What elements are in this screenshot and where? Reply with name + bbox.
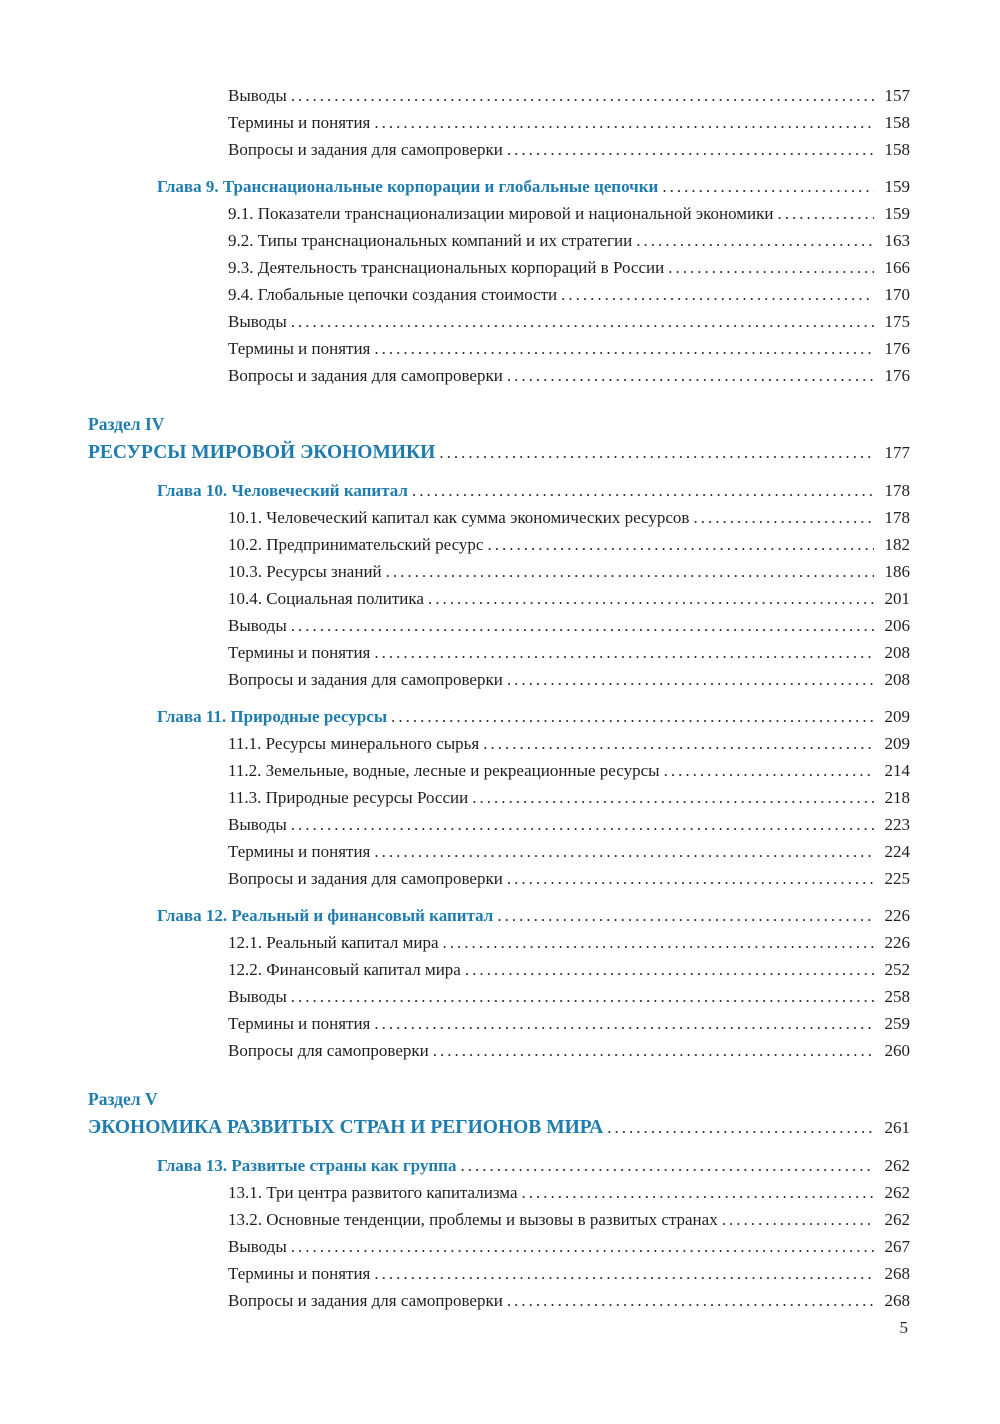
entry-page-number: 208 [884, 670, 910, 689]
dot-leader [503, 1287, 874, 1314]
entry-label: Вопросы и задания для самопроверки [228, 1291, 503, 1310]
entry-label: Выводы [228, 86, 287, 105]
entry-label: Термины и понятия [228, 842, 371, 861]
entry-label: Вопросы и задания для самопроверки [228, 366, 503, 385]
toc-chapter-row [88, 1152, 910, 1179]
entry-label: 11.3. Природные ресурсы России [228, 788, 469, 807]
entry-label: Выводы [228, 987, 287, 1006]
entry-label: 13.1. Три центра развитого капитализма [228, 1183, 518, 1202]
toc-entry-row [88, 109, 910, 136]
entry-label: 13.2. Основные тенденции, проблемы и вызовы в развитых странах [228, 1210, 718, 1229]
entry-label: Глава 9. Транснациональные корпорации и глобальные цепочки [157, 177, 659, 196]
entry-label: Глава 10. Человеческий капитал [157, 481, 408, 500]
entry-page-number: 259 [884, 1014, 910, 1033]
dot-leader [370, 1260, 874, 1287]
dot-leader [287, 308, 874, 335]
dot-leader [370, 335, 874, 362]
dot-leader [387, 703, 874, 730]
entry-page-number: 260 [884, 1041, 910, 1060]
toc-entry-row [88, 1233, 910, 1260]
entry-label: Выводы [228, 616, 287, 635]
toc-entry-row [88, 730, 910, 757]
entry-page-number: 158 [884, 113, 910, 132]
page-number: 5 [899, 1318, 908, 1337]
toc-entry-row [88, 612, 910, 639]
dot-leader [479, 730, 874, 757]
toc-entry-row [88, 335, 910, 362]
toc-entry-row [88, 308, 910, 335]
entry-page-number: 267 [884, 1237, 910, 1256]
entry-label: Термины и понятия [228, 1264, 371, 1283]
entry-page-number: 163 [884, 231, 910, 250]
entry-label: 12.2. Финансовый капитал мира [228, 960, 461, 979]
entry-label: 9.3. Деятельность транснациональных корпораций в России [228, 258, 665, 277]
dot-leader [603, 1113, 874, 1142]
dot-leader [689, 504, 874, 531]
dot-leader [503, 362, 874, 389]
toc-entry-row [88, 983, 910, 1010]
dot-leader [287, 1233, 874, 1260]
entry-label: 9.2. Типы транснациональных компаний и их стратегии [228, 231, 633, 250]
toc-entry-row [88, 811, 910, 838]
dot-leader [557, 281, 874, 308]
dot-leader [439, 929, 874, 956]
dot-leader [718, 1206, 874, 1233]
toc-entry-row [88, 281, 910, 308]
entry-page-number: 262 [884, 1183, 910, 1202]
entry-page-number: 186 [884, 562, 910, 581]
toc-entry-row [88, 865, 910, 892]
toc-chapter-row [88, 477, 910, 504]
dot-leader [287, 983, 874, 1010]
entry-page-number: 218 [884, 788, 910, 807]
dot-leader [429, 1037, 874, 1064]
toc-section-title-row [88, 1113, 910, 1142]
entry-page-number: 226 [884, 906, 910, 925]
dot-leader [632, 227, 874, 254]
entry-page-number: 176 [884, 366, 910, 385]
entry-label: Глава 12. Реальный и финансовый капитал [157, 906, 494, 925]
dot-leader [503, 666, 874, 693]
toc-entry-row [88, 227, 910, 254]
entry-label: 9.1. Показатели транснационализации мировой и национальной экономики [228, 204, 774, 223]
dot-leader [468, 784, 874, 811]
dot-leader [461, 956, 874, 983]
entry-page-number: 258 [884, 987, 910, 1006]
entry-label: Раздел V [88, 1089, 158, 1109]
entry-page-number: 176 [884, 339, 910, 358]
entry-page-number: 224 [884, 842, 910, 861]
entry-label: 10.1. Человеческий капитал как сумма экономических ресурсов [228, 508, 690, 527]
dot-leader [370, 1010, 874, 1037]
entry-label: Термины и понятия [228, 339, 371, 358]
entry-label: Вопросы и задания для самопроверки [228, 869, 503, 888]
dot-leader [370, 838, 874, 865]
page-footer [900, 1318, 909, 1338]
entry-label: Выводы [228, 1237, 287, 1256]
entry-page-number: 158 [884, 140, 910, 159]
dot-leader [424, 585, 874, 612]
entry-page-number: 261 [884, 1118, 910, 1137]
entry-page-number: 177 [884, 443, 910, 462]
entry-page-number: 159 [884, 177, 910, 196]
dot-leader [503, 136, 874, 163]
entry-label: Выводы [228, 815, 287, 834]
dot-leader [287, 612, 874, 639]
entry-page-number: 175 [884, 312, 910, 331]
entry-page-number: 166 [884, 258, 910, 277]
toc-chapter-row [88, 902, 910, 929]
entry-page-number: 178 [884, 508, 910, 527]
entry-label: Выводы [228, 312, 287, 331]
toc-entry-row [88, 1260, 910, 1287]
entry-page-number: 226 [884, 933, 910, 952]
toc-entry-row [88, 1010, 910, 1037]
entry-label: Глава 11. Природные ресурсы [157, 707, 388, 726]
entry-label: 10.3. Ресурсы знаний [228, 562, 382, 581]
entry-page-number: 206 [884, 616, 910, 635]
toc-entry-row [88, 956, 910, 983]
entry-label: 10.4. Социальная политика [228, 589, 424, 608]
entry-page-number: 201 [884, 589, 910, 608]
toc-entry-row [88, 585, 910, 612]
toc-section-label-row [88, 411, 910, 438]
entry-page-number: 159 [884, 204, 910, 223]
entry-label: Раздел IV [88, 414, 165, 434]
dot-leader [370, 109, 874, 136]
entry-page-number: 214 [884, 761, 910, 780]
toc-entry-row [88, 362, 910, 389]
toc-entry-row [88, 666, 910, 693]
toc-entry-row [88, 82, 910, 109]
toc-chapter-row [88, 173, 910, 200]
dot-leader [658, 173, 874, 200]
dot-leader [435, 438, 874, 467]
entry-page-number: 252 [884, 960, 910, 979]
dot-leader [774, 200, 875, 227]
entry-page-number: 268 [884, 1264, 910, 1283]
toc-section-title-row [88, 438, 910, 467]
dot-leader [382, 558, 874, 585]
toc-entry-row [88, 1037, 910, 1064]
entry-label: Термины и понятия [228, 643, 371, 662]
dot-leader [483, 531, 874, 558]
entry-page-number: 209 [884, 707, 910, 726]
entry-label: Глава 13. Развитые страны как группа [157, 1156, 457, 1175]
toc-entry-row [88, 784, 910, 811]
toc-chapter-row [88, 703, 910, 730]
entry-page-number: 262 [884, 1156, 910, 1175]
toc-entry-row [88, 1179, 910, 1206]
toc-entry-row [88, 558, 910, 585]
dot-leader [456, 1152, 874, 1179]
toc-entry-row [88, 254, 910, 281]
dot-leader [370, 639, 874, 666]
dot-leader [503, 865, 874, 892]
entry-page-number: 170 [884, 285, 910, 304]
toc-entry-row [88, 1287, 910, 1314]
toc-entry-row [88, 531, 910, 558]
entry-label: 9.4. Глобальные цепочки создания стоимости [228, 285, 558, 304]
entry-page-number: 268 [884, 1291, 910, 1310]
dot-leader [660, 757, 874, 784]
dot-leader [287, 811, 874, 838]
dot-leader [493, 902, 874, 929]
entry-page-number: 225 [884, 869, 910, 888]
entry-label: Вопросы для самопроверки [228, 1041, 429, 1060]
entry-label: Термины и понятия [228, 1014, 371, 1033]
dot-leader [408, 477, 874, 504]
entry-page-number: 182 [884, 535, 910, 554]
entry-page-number: 208 [884, 643, 910, 662]
toc-entry-row [88, 838, 910, 865]
toc-entry-row [88, 929, 910, 956]
entry-label: Термины и понятия [228, 113, 371, 132]
entry-label: 11.1. Ресурсы минерального сырья [228, 734, 480, 753]
toc-list [88, 82, 910, 1314]
entry-label: РЕСУРСЫ МИРОВОЙ ЭКОНОМИКИ [88, 442, 436, 463]
toc-entry-row [88, 136, 910, 163]
dot-leader [287, 82, 874, 109]
entry-label: 12.1. Реальный капитал мира [228, 933, 439, 952]
entry-page-number: 157 [884, 86, 910, 105]
toc-entry-row [88, 200, 910, 227]
dot-leader [518, 1179, 875, 1206]
entry-page-number: 223 [884, 815, 910, 834]
entry-label: ЭКОНОМИКА РАЗВИТЫХ СТРАН И РЕГИОНОВ МИРА [88, 1117, 604, 1138]
dot-leader [664, 254, 874, 281]
entry-label: 10.2. Предпринимательский ресурс [228, 535, 484, 554]
entry-label: 11.2. Земельные, водные, лесные и рекреационные ресурсы [228, 761, 660, 780]
toc-section-label-row [88, 1086, 910, 1113]
toc-entry-row [88, 504, 910, 531]
toc-entry-row [88, 1206, 910, 1233]
entry-label: Вопросы и задания для самопроверки [228, 140, 503, 159]
entry-page-number: 209 [884, 734, 910, 753]
toc-entry-row [88, 757, 910, 784]
entry-page-number: 178 [884, 481, 910, 500]
toc-entry-row [88, 639, 910, 666]
entry-label: Вопросы и задания для самопроверки [228, 670, 503, 689]
entry-page-number: 262 [884, 1210, 910, 1229]
